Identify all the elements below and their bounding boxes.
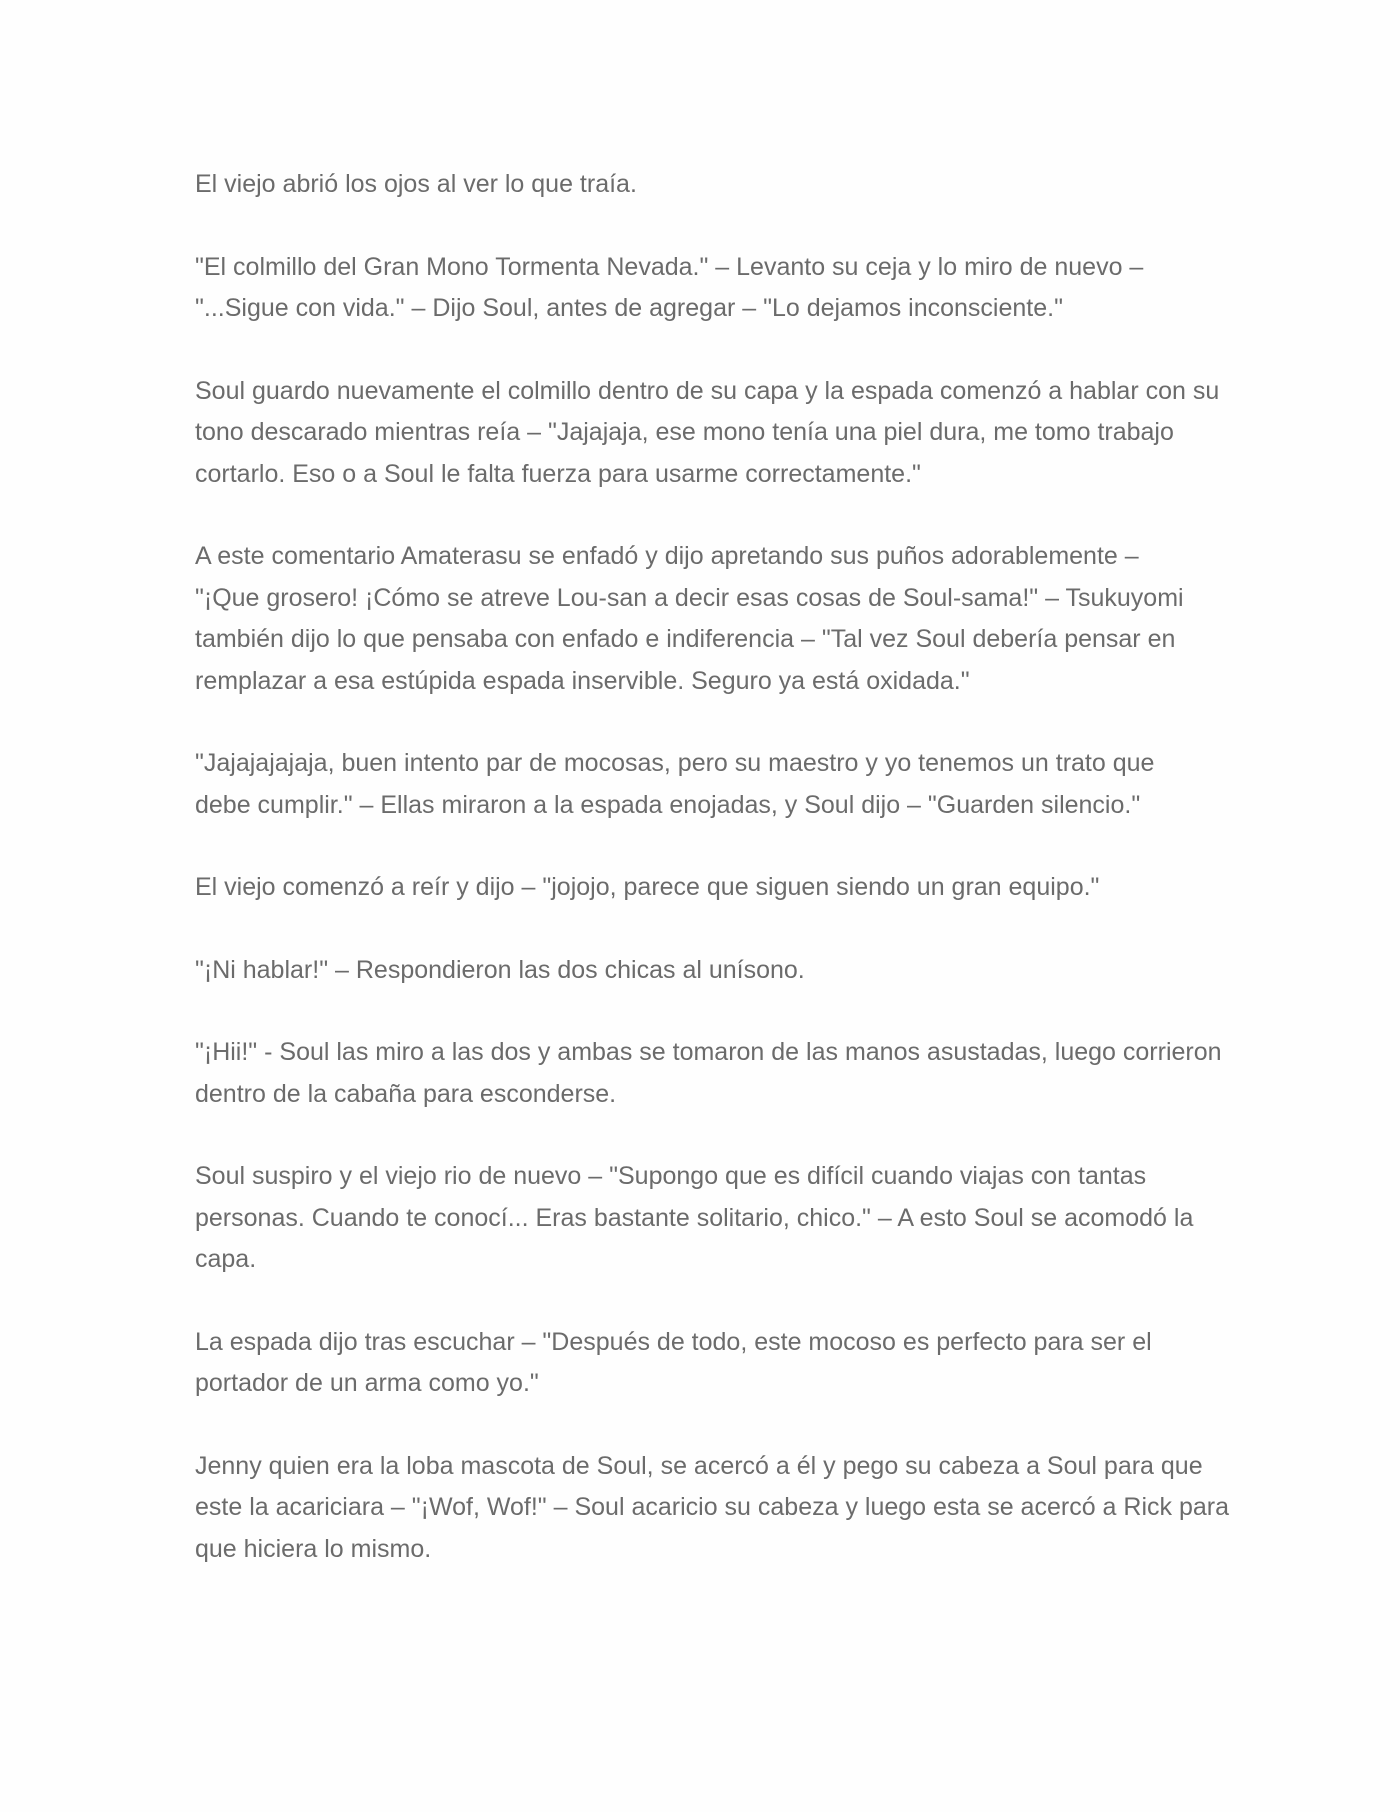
text-line: "El colmillo del Gran Mono Tormenta Nevada." – Levanto su ceja y lo miro de nuevo – <box>195 252 1144 281</box>
paragraph-7 <box>195 950 1215 992</box>
paragraph-10 <box>195 1322 1215 1405</box>
paragraph-9 <box>195 1156 1215 1281</box>
text-line: cortarlo. Eso o a Soul le falta fuerza para usarme correctamente." <box>195 459 921 488</box>
text-line: Soul suspiro y el viejo rio de nuevo – "Supongo que es difícil cuando viajas con tantas <box>195 1162 1147 1190</box>
text-line: "¡Que grosero! ¡Cómo se atreve Lou-san a decir esas cosas de Soul-sama!" – Tsukuyomi <box>195 583 1184 612</box>
text-line: A este comentario Amaterasu se enfadó y dijo apretando sus puños adorablemente – <box>195 542 1139 570</box>
text-line: debe cumplir." – Ellas miraron a la espada enojadas, y Soul dijo – "Guarden silencio." <box>195 790 1141 819</box>
text-line: también dijo lo que pensaba con enfado e indiferencia – "Tal vez Soul debería pensar en <box>195 625 1176 653</box>
paragraph-2 <box>195 247 1215 330</box>
text-line: Soul guardo nuevamente el colmillo dentro de su capa y la espada comenzó a hablar con su <box>195 376 1220 405</box>
text-line: personas. Cuando te conocí... Eras bastante solitario, chico." – A esto Soul se acomodó la <box>195 1203 1194 1232</box>
text-line: La espada dijo tras escuchar – "Después de todo, este mocoso es perfecto para ser el <box>195 1327 1152 1356</box>
text-line: portador de un arma como yo." <box>195 1369 539 1397</box>
paragraph-1 <box>195 164 1215 206</box>
text-line: El viejo abrió los ojos al ver lo que traía. <box>195 170 637 198</box>
paragraph-8 <box>195 1032 1222 1115</box>
paragraph-6 <box>195 867 1215 909</box>
paragraph-5 <box>195 743 1215 826</box>
text-line: "¡Hii!" - Soul las miro a las dos y ambas se tomaron de las manos asustadas, luego corrieron <box>195 1038 1222 1066</box>
paragraph-4 <box>195 536 1215 702</box>
text-line: El viejo comenzó a reír y dijo – "jojojo, parece que siguen siendo un gran equipo." <box>195 873 1100 901</box>
text-line: "Jajajajajaja, buen intento par de mocosas, pero su maestro y yo tenemos un trato que <box>195 749 1155 777</box>
text-line: capa. <box>195 1245 257 1273</box>
text-line: dentro de la cabaña para esconderse. <box>195 1079 617 1108</box>
text-line: "¡Ni hablar!" – Respondieron las dos chicas al unísono. <box>195 955 805 984</box>
text-line: tono descarado mientras reía – "Jajajaja, ese mono tenía una piel dura, me tomo trabajo <box>195 418 1174 446</box>
paragraph-11 <box>195 1446 1229 1571</box>
text-line: que hiciera lo mismo. <box>195 1534 432 1563</box>
text-line: Jenny quien era la loba mascota de Soul, se acercó a él y pego su cabeza a Soul para que <box>195 1451 1203 1480</box>
text-line: remplazar a esa estúpida espada inservible. Seguro ya está oxidada." <box>195 666 970 695</box>
document-body <box>195 164 1229 1611</box>
text-line: "...Sigue con vida." – Dijo Soul, antes de agregar – "Lo dejamos inconsciente." <box>195 294 1063 322</box>
paragraph-3 <box>195 371 1220 496</box>
text-line: este la acariciara – "¡Wof, Wof!" – Soul acaricio su cabeza y luego esta se acercó a Rick para <box>195 1493 1229 1521</box>
